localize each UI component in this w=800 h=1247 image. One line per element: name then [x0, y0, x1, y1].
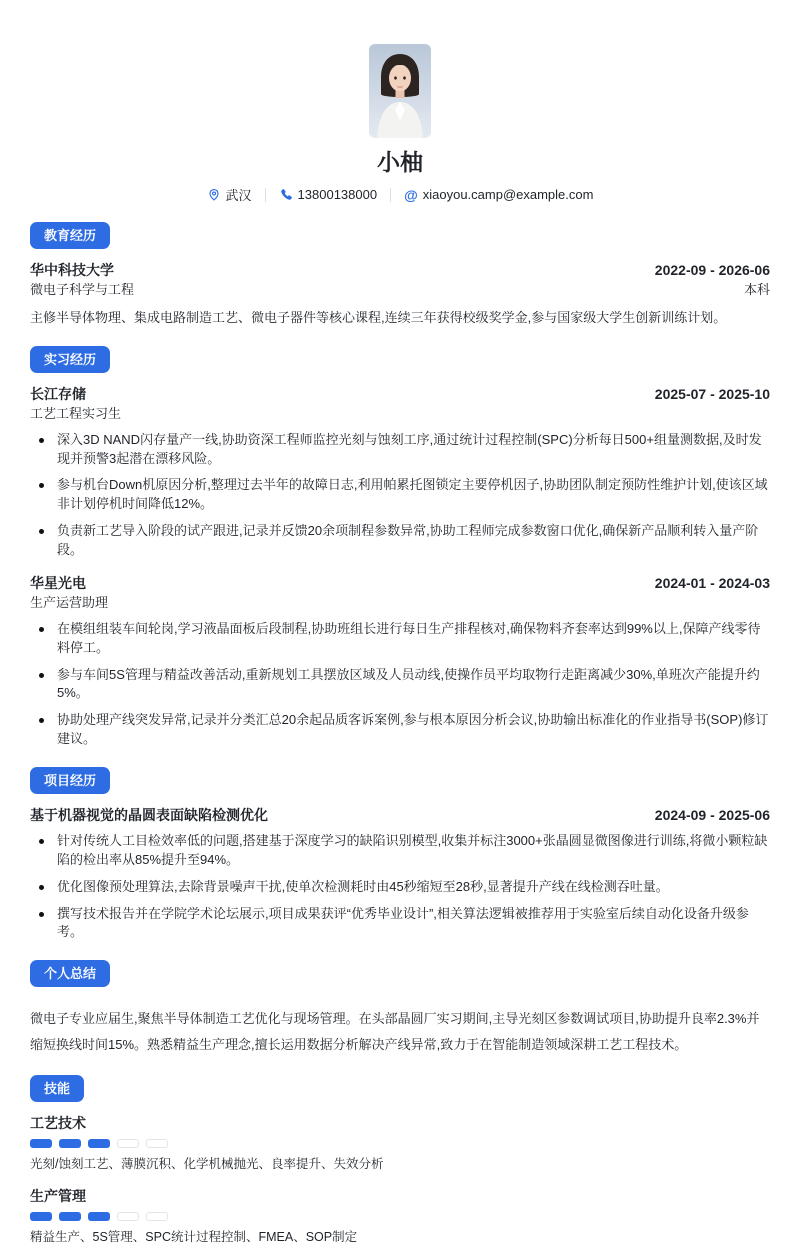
phone-icon	[279, 188, 293, 202]
phone-text: 13800138000	[297, 187, 378, 203]
company-name: 长江存储	[30, 385, 86, 402]
project-date: 2024-09 - 2025-06	[654, 806, 770, 823]
section-skills	[30, 1075, 770, 1247]
project-bullets	[30, 832, 770, 942]
degree-name: 本科	[743, 282, 770, 298]
skill-level-segment	[146, 1139, 168, 1148]
internship-bullets	[30, 620, 770, 749]
major-name: 微电子科学与工程	[30, 282, 135, 298]
section-badge-summary: 个人总结	[30, 960, 110, 987]
internship-date: 2024-01 - 2024-03	[654, 574, 770, 591]
contact-location	[207, 185, 252, 204]
section-badge-education: 教育经历	[30, 222, 110, 249]
bullet-item: 针对传统人工目检效率低的问题,搭建基于深度学习的缺陷识别模型,收集并标注3000+张晶圆显微图像进行训练,将微小颗粒缺陷的检出率从85%提升至94%。	[30, 832, 770, 870]
section-badge-projects: 项目经历	[30, 767, 110, 794]
bullet-item: 优化图像预处理算法,去除背景噪声干扰,使单次检测耗时由45秒缩短至28秒,显著提升产线在线检测吞吐量。	[30, 878, 770, 897]
resume-header	[30, 44, 770, 204]
bullet-item: 撰写技术报告并在学院学术论坛展示,项目成果获评“优秀毕业设计”,相关算法逻辑被推荐用于实验室后续自动化设备升级参考。	[30, 905, 770, 943]
bullet-item: 参与车间5S管理与精益改善活动,重新规划工具摆放区域及人员动线,使操作员平均取物行走距离减少30%,单班次产能提升约5%。	[30, 666, 770, 704]
section-badge-internship: 实习经历	[30, 346, 110, 373]
skill-level-segment	[146, 1212, 168, 1221]
skill-items: 光刻/蚀刻工艺、薄膜沉积、化学机械抛光、良率提升、失效分析	[30, 1157, 384, 1172]
candidate-name: 小柚	[377, 149, 423, 175]
profile-photo	[369, 44, 431, 138]
email-text: xiaoyou.camp@example.com	[422, 187, 594, 203]
contact-divider	[390, 188, 391, 202]
internship-date: 2025-07 - 2025-10	[654, 385, 770, 402]
skill-group-name: 生产管理	[30, 1187, 86, 1204]
internship-entry	[30, 574, 770, 749]
profile-photo-illustration	[369, 44, 431, 138]
section-badge-skills: 技能	[30, 1075, 84, 1102]
bullet-item: 在模组组装车间轮岗,学习液晶面板后段制程,协助班组长进行每日生产排程核对,确保物料齐套率达到99%以上,保障产线零待料停工。	[30, 620, 770, 658]
section-internship	[30, 346, 770, 749]
skill-group	[30, 1187, 770, 1247]
internship-bullets	[30, 431, 770, 560]
bullet-item: 协助处理产线突发异常,记录并分类汇总20余起品质客诉案例,参与根本原因分析会议,协助输出标准化的作业指导书(SOP)修订建议。	[30, 711, 770, 749]
skill-level-bar	[30, 1212, 770, 1221]
bullet-item: 深入3D NAND闪存量产一线,协助资深工程师监控光刻与蚀刻工序,通过统计过程控制(SPC)分析每日500+组量测数据,及时发现并预警3起潜在漂移风险。	[30, 431, 770, 469]
bullet-item: 参与机台Down机原因分析,整理过去半年的故障日志,利用帕累托图锁定主要停机因子,协助团队制定预防性维护计划,使该区域非计划停机时间降低12%。	[30, 476, 770, 514]
skill-items: 精益生产、5S管理、SPC统计过程控制、FMEA、SOP制定	[30, 1230, 358, 1245]
internship-entry	[30, 385, 770, 560]
contact-phone	[279, 187, 378, 202]
skill-level-segment	[88, 1139, 110, 1148]
skill-level-segment	[30, 1139, 52, 1148]
location-text: 武汉	[225, 188, 252, 204]
contact-email	[404, 187, 593, 202]
education-entry	[30, 261, 770, 328]
education-date: 2022-09 - 2026-06	[654, 262, 770, 279]
skill-level-segment	[117, 1212, 139, 1221]
section-projects	[30, 767, 770, 942]
school-name: 华中科技大学	[30, 262, 114, 279]
summary-text: 微电子专业应届生,聚焦半导体制造工艺优化与现场管理。在头部晶圆厂实习期间,主导光刻区参数调试项目,协助提升良率2.3%并缩短换线时间15%。熟悉精益生产理念,擅长运用数据分析解决产线异常,致力于在智能制造领域深耕工艺工程技术。	[30, 1011, 760, 1052]
role-name: 生产运营助理	[30, 594, 109, 610]
project-title: 基于机器视觉的晶圆表面缺陷检测优化	[30, 806, 268, 823]
section-education	[30, 222, 770, 328]
location-icon	[207, 187, 221, 202]
email-icon: @	[404, 186, 418, 203]
skill-level-segment	[30, 1212, 52, 1221]
skill-level-bar	[30, 1139, 770, 1148]
skill-group-name: 工艺技术	[30, 1115, 86, 1131]
project-entry	[30, 806, 770, 942]
education-description: 主修半导体物理、集成电路制造工艺、微电子器件等核心课程,连续三年获得校级奖学金,参与国家级大学生创新训练计划。	[30, 310, 727, 326]
skill-group	[30, 1114, 770, 1174]
company-name: 华星光电	[30, 574, 86, 591]
skill-level-segment	[59, 1212, 81, 1221]
skill-level-segment	[59, 1139, 81, 1148]
contact-divider	[265, 188, 266, 202]
bullet-item: 负责新工艺导入阶段的试产跟进,记录并反馈20余项制程参数异常,协助工程师完成参数窗口优化,确保新产品顺利转入量产阶段。	[30, 522, 770, 560]
role-name: 工艺工程实习生	[30, 405, 122, 421]
section-summary	[30, 960, 770, 1057]
contact-row	[30, 185, 770, 204]
skill-level-segment	[88, 1212, 110, 1221]
skill-level-segment	[117, 1139, 139, 1148]
